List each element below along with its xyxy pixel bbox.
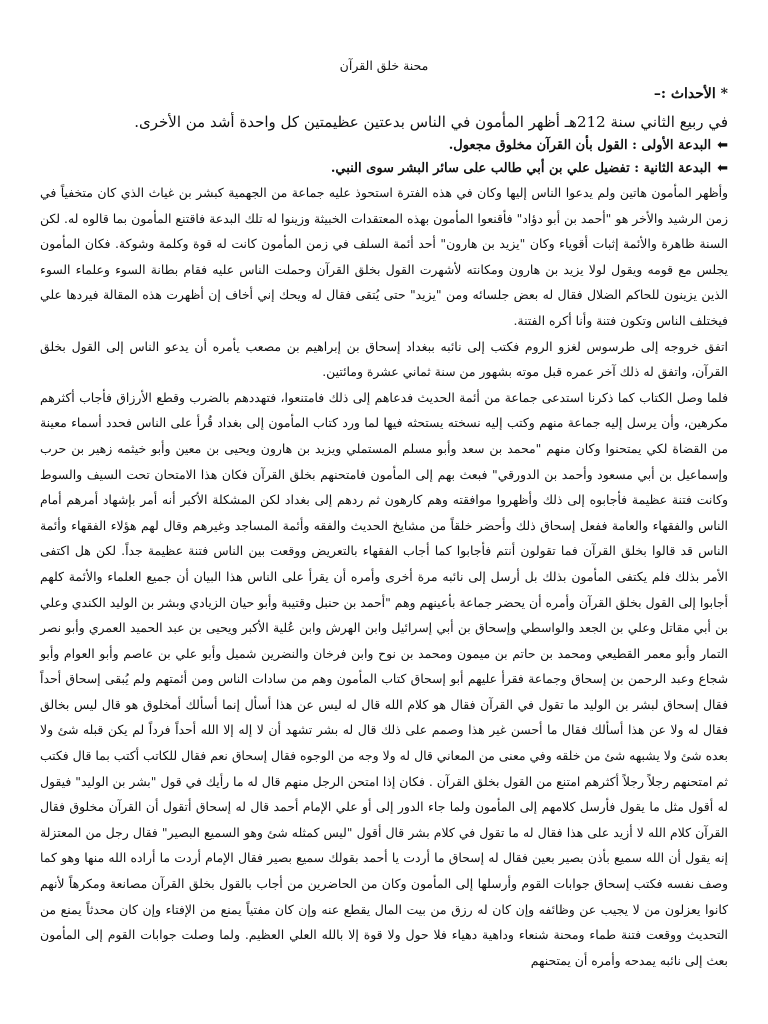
arrow-left-icon: ⬅ <box>717 138 728 153</box>
page-title: محنة خلق القرآن <box>339 58 429 73</box>
intro-line: في ربيع الثاني سنة 212هـ أظهر المأمون في الناس بدعتين عظيمتين كل واحدة أشد من الأخرى. <box>134 113 728 131</box>
events-heading: * الأحداث :– <box>653 86 728 102</box>
innovation-first <box>40 134 728 157</box>
innovation-second-text: البدعة الثانية : تفضيل علي بن أبي طالب على سائر البشر سوى النبي. <box>330 161 712 176</box>
body-text <box>40 180 728 973</box>
paragraph-2: اتفق خروجه إلى طرسوس لغزو الروم فكتب إلى نائبه ببغداد إسحاق بن إبراهيم بن مصعب يأمره أن يدعو الناس إلى القول بخلق القرآن، واتفق له ذلك آخر عمره قبل موته بشهور من سنة ثماني عشرة ومائتين. <box>40 338 728 380</box>
arrow-left-icon: ⬅ <box>717 161 728 176</box>
innovation-second <box>40 157 728 180</box>
innovation-first-text: البدعة الأولى : القول بأن القرآن مخلوق مجعول. <box>448 138 712 153</box>
paragraph-3: فلما وصل الكتاب كما ذكرنا استدعى جماعة من أئمة الحديث فدعاهم إلى ذلك فامتنعوا، فتهددهم بالضرب وقطع الأرزاق فأجاب أكثرهم مكرهين، وأن يرسل إليه جماعة منهم وكتب إليه نسخته يستحثه فيها لما ورد كتاب المأمون إلى بغداد قُرأ على الناس فحدد أسماء معينة من القضاة لكي يمتحنوا وكان منهم "محمد بن سعد وأبو مسلم المستملي ويزيد بن هارون ويحيى بن معين وأبو خيثمه زهير بن حرب وإسماعيل بن أبي مسعود وأحمد بن الدورقي" فبعث بهم إلى المأمون فامتحنهم بخلق القرآن فكان هذا الامتحان تحت السيف والسوط وكانت فتنة عظيمة فأجابوه إلى ذلك وأظهروا موافقته وهم كارهون ثم ردهم إلى بغداد لكن المشكلة الأكبر أنه أمر بإشهاد أمرهم أمام الناس والفقهاء والعامة ففعل إسحاق ذلك وأحضر خلقاً من مشايخ الحديث والفقه وأئمة المساجد وغيرهم وقال لهم هؤلاء الفقهاء وأئمة الناس قد قالوا بخلق القرآن فما تقولون أنتم فأجابوا كما أجاب الفقهاء بالتعريض ووقعت بين الناس فتنة عظيمة جداً. لكن هل اكتفى الأمر بذلك فلم يكتفى المأمون بذلك بل أرسل إلى نائبه مرة أخرى وأمره أن يقرأ على الناس هذا البيان أن جميع العلماء والأئمة كلهم أجابوا إلى القول بخلق القرآن وأمره أن يحضر جماعة بأعينهم وهم "أحمد بن حنبل وقتيبة وأبو حيان الزيادي وبشر بن الوليد الكندي وعلي بن أبي مقاتل وعلي بن الجعد والواسطي وإسحاق بن أبي إسرائيل وابن الهرش وابن عُلية الأكبر ويحيى بن عبد الحميد العمري وأبو نصر التمار وأبو معمر القطيعي ومحمد بن حاتم بن ميمون ومحمد بن نوح وابن فرخان والنضرين شميل وأبو علي بن عاصم وأبو العوام وأبو شجاع وعبد الرحمن بن إسحاق وجماعة فقرأ عليهم أبو إسحاق كتاب المأمون وهم من سادات الناس ومن أئمتهم ولم يُبقى إسحاق أحداً فقال إسحاق لبشر بن الوليد ما تقول في القرآن فقال هو كلام الله قال له ليس عن هذا أسأل إنما أسألك أمخلوق هو قال ليس بخالق فقال له ولا عن هذا أسألك فقال ما أحسن غير هذا وصمم على ذلك قال له بشر تشهد أن لا إله إلا الله أحداً فرداً لم يكن قبله شئ ولا بعده شئ ولا يشبهه شئ من خلقه وفي معنى من المعاني قال له ولا وجه من الوجوه فقال إسحاق نعم فقال للكاتب أكتب بما قال فكتب ثم امتحنهم رجلاً رجلاً أكثرهم امتنع من القول بخلق القرآن . فكان إذا امتحن الرجل منهم قال له ما رأيك في قول "بشر بن الوليد" فيقول له أقول مثل ما يقول فأرسل كلامهم إلى المأمون ولما جاء الدور إلى أو علي الإمام أحمد قال له إسحاق أتقول أن القرآن مخلوق فقال القرآن كلام الله لا أزيد على هذا فقال له ما تقول في كلام بشر قال أقول "ليس كمثله شئ وهو السميع البصير" فقال رجل من المعتزلة إنه يقول أن الله سميع بأذن بصير بعين فقال له إسحاق ما أردت يا أحمد بقولك سميع بصير فقال الإمام أردت ما أراده الله منها وهو كما وصف نفسه فكتب إسحاق جوابات القوم وأرسلها إلى المأمون وكان من الحاضرين من أجاب بالقول بخلق القرآن مصانعة ومكرهاً لأنهم كانوا يعزلون من لا يجيب عن وظائفه وإن كان له رزق من بيت المال يقطع عنه وإن كان مفتياً يمنع من الإفتاء وإن كان محدثاً يمنع من التحديث ووقعت فتنة طماء ومحنة شنعاء وداهية دهياء فلا حول ولا قوة إلا بالله العلي العظيم. ولما وصلت جوابات القوم إلى المأمون بعث إلى نائبه يمدحه وأمره أن يمتحنهم <box>40 389 728 968</box>
paragraph-1: وأظهر المأمون هاتين ولم يدعوا الناس إليها وكان في هذه الفترة استحوذ عليه جماعة من الجهمية كبشر بن غياث الذي كان متخفياً في زمن الرشيد والأخر هو "أحمد بن أبو دؤاد" فأقنعوا المأمون بهذه المعتقدات الخبيثة وزينوا له تلك البدعة فاقتنع المأمون بما قالوه له. لكن السنة ظاهرة والأئمة إثبات أقوياء وكان "يزيد بن هارون" أحد أئمة السلف في زمن المأمون كانت له قوة وكلمة وشوكة. فكان المأمون يجلس مع قومه ويقول لولا يزيد بن هارون ومكانته لأشهرت القول بخلق القرآن وحملت الناس عليه فقام بطانة السوء وعلماء السوء الذين يزينون للحاكم الضلال فقال له بعض جلسائه ومن "يزيد" حتى يُتقى فقال له ويحك إني أخاف إن أظهرت هذه المقالة فيردها علي فيختلف الناس وتكون فتنة وأنا أكره الفتنة. <box>40 185 728 328</box>
